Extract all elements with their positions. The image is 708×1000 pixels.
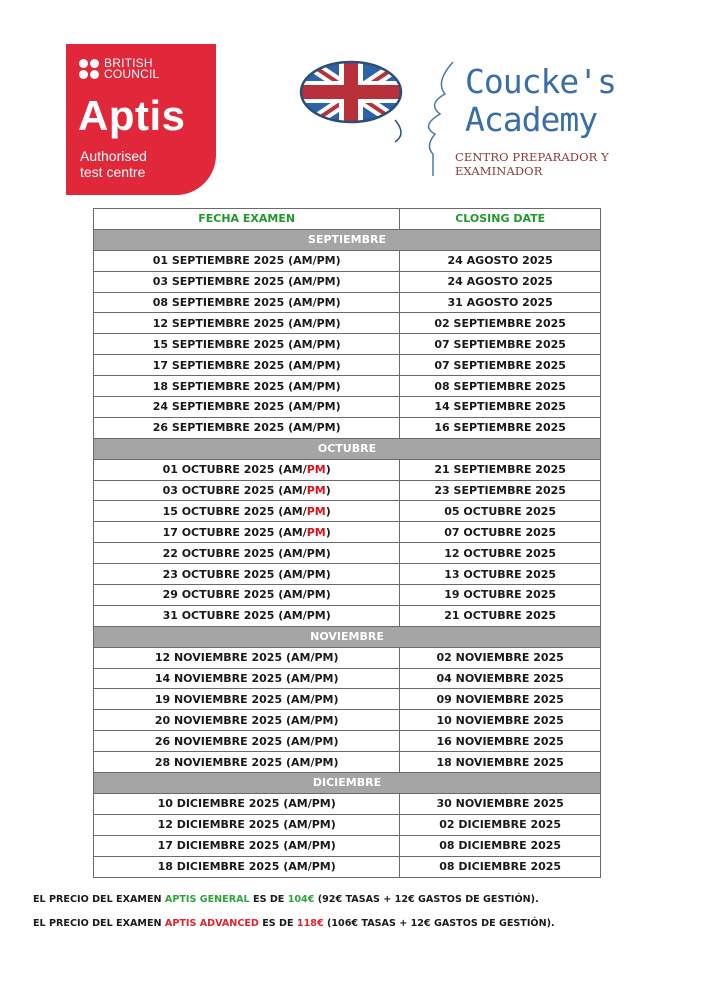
table-header-row — [94, 209, 601, 230]
table-row — [94, 689, 601, 710]
exam-date-cell — [94, 647, 400, 668]
exam-date: 26 NOVIEMBRE 2025 — [154, 734, 283, 748]
closing-date-cell: 24 AGOSTO 2025 — [400, 250, 601, 271]
exam-date-cell — [94, 856, 400, 877]
exam-date-cell — [94, 543, 400, 564]
exam-slot: (AM/PM) — [283, 860, 336, 874]
exam-slot: (AM/PM) — [278, 546, 331, 560]
exam-date: 17 DICIEMBRE 2025 — [157, 839, 280, 853]
price-prefix: EL PRECIO DEL EXAMEN — [33, 918, 165, 929]
exam-date: 19 NOVIEMBRE 2025 — [154, 692, 283, 706]
exam-slot: (AM/PM) — [285, 672, 339, 686]
exam-slot: (AM/PM) — [278, 484, 331, 498]
price-middle: ES DE — [258, 918, 297, 929]
union-jack-speech-bubble-icon — [295, 54, 455, 179]
price-middle: ES DE — [249, 894, 288, 905]
price-amount: 104€ — [287, 894, 315, 905]
column-header-exam-date: FECHA EXAMEN — [94, 209, 400, 230]
table-row — [94, 605, 601, 626]
exam-date: 14 NOVIEMBRE 2025 — [154, 672, 283, 686]
price-amount: 118€ — [296, 918, 324, 929]
exam-slot: (AM/PM) — [278, 567, 331, 581]
exam-date-cell — [94, 585, 400, 606]
exam-slot: (AM/PM) — [278, 588, 331, 602]
exam-date-cell — [94, 250, 400, 271]
table-row — [94, 710, 601, 731]
closing-date-cell: 04 NOVIEMBRE 2025 — [400, 668, 601, 689]
exam-date: 31 OCTUBRE 2025 — [162, 609, 275, 623]
british-council-aptis-logo — [66, 44, 216, 195]
month-section-header — [94, 229, 601, 250]
table-row — [94, 814, 601, 835]
exam-date: 01 SEPTIEMBRE 2025 — [152, 254, 285, 268]
closing-date-cell: 19 OCTUBRE 2025 — [400, 585, 601, 606]
closing-date-cell: 02 DICIEMBRE 2025 — [400, 814, 601, 835]
month-section-header — [94, 438, 601, 459]
table-row — [94, 480, 601, 501]
closing-date-cell: 02 SEPTIEMBRE 2025 — [400, 313, 601, 334]
exam-date-cell — [94, 731, 400, 752]
month-label: NOVIEMBRE — [94, 626, 601, 647]
exam-date: 29 OCTUBRE 2025 — [162, 588, 275, 602]
exam-date: 15 SEPTIEMBRE 2025 — [152, 337, 285, 351]
exam-date-cell — [94, 689, 400, 710]
closing-date-cell: 21 SEPTIEMBRE 2025 — [400, 459, 601, 480]
table-row — [94, 793, 601, 814]
closing-date-cell: 07 OCTUBRE 2025 — [400, 522, 601, 543]
table-row — [94, 397, 601, 418]
exam-slot: (AM/PM) — [288, 400, 341, 414]
exam-date-cell — [94, 605, 400, 626]
bc-caption-line1: Authorised — [80, 148, 147, 164]
price-suffix: (106€ TASAS + 12€ GASTOS DE GESTIÓN). — [323, 918, 555, 929]
exam-date: 01 OCTUBRE 2025 — [162, 463, 275, 477]
exam-slot: (AM/PM) — [288, 379, 341, 393]
academy-name-line1: Coucke's — [465, 62, 616, 101]
exam-date-cell — [94, 814, 400, 835]
exam-slot: (AM/PM) — [278, 525, 331, 539]
exam-date-cell — [94, 292, 400, 313]
closing-date-cell: 02 NOVIEMBRE 2025 — [400, 647, 601, 668]
table-row — [94, 250, 601, 271]
exam-date-cell — [94, 459, 400, 480]
exam-date: 12 NOVIEMBRE 2025 — [154, 651, 283, 665]
exam-date: 08 SEPTIEMBRE 2025 — [152, 296, 285, 309]
table-row — [94, 417, 601, 438]
table-row — [94, 355, 601, 376]
closing-date-cell: 21 OCTUBRE 2025 — [400, 605, 601, 626]
exam-date: 12 SEPTIEMBRE 2025 — [152, 316, 285, 330]
closing-date-cell: 30 NOVIEMBRE 2025 — [400, 793, 601, 814]
table-row — [94, 376, 601, 397]
closing-date-cell: 13 OCTUBRE 2025 — [400, 564, 601, 585]
table-row — [94, 731, 601, 752]
table-row — [94, 271, 601, 292]
table-row — [94, 292, 601, 313]
column-header-closing-date: CLOSING DATE — [400, 209, 601, 230]
exam-slot: (AM/PM) — [288, 421, 341, 435]
exam-slot: (AM/PM) — [285, 651, 339, 665]
exam-slot: (AM/PM) — [288, 296, 341, 309]
pm-slot-highlight: PM — [306, 504, 326, 518]
exam-slot: (AM/PM) — [278, 609, 331, 623]
exam-slot: (AM/PM) — [283, 839, 336, 853]
exam-date: 28 NOVIEMBRE 2025 — [154, 755, 283, 769]
exam-date-cell — [94, 752, 400, 773]
exam-date: 10 DICIEMBRE 2025 — [157, 797, 280, 811]
table-row — [94, 856, 601, 877]
closing-date-cell: 16 SEPTIEMBRE 2025 — [400, 417, 601, 438]
exam-date-cell — [94, 710, 400, 731]
price-product: APTIS ADVANCED — [164, 918, 259, 929]
price-note-advanced — [33, 918, 555, 929]
closing-date-cell: 08 SEPTIEMBRE 2025 — [400, 376, 601, 397]
exam-slot: (AM/PM) — [285, 692, 339, 706]
table-row — [94, 543, 601, 564]
exam-date-cell — [94, 793, 400, 814]
aptis-product-name: Aptis — [78, 92, 186, 139]
table-row — [94, 459, 601, 480]
exam-slot: (AM/PM) — [283, 797, 336, 811]
exam-date: 18 SEPTIEMBRE 2025 — [152, 379, 285, 393]
closing-date-cell: 18 NOVIEMBRE 2025 — [400, 752, 601, 773]
academy-tagline: CENTRO PREPARADOR Y EXAMINADOR — [455, 150, 609, 178]
table-row — [94, 752, 601, 773]
table-row — [94, 334, 601, 355]
price-prefix: EL PRECIO DEL EXAMEN — [33, 894, 165, 905]
exam-slot: (AM/PM) — [285, 713, 339, 727]
exam-date: 12 DICIEMBRE 2025 — [157, 818, 280, 832]
exam-date: 18 DICIEMBRE 2025 — [157, 860, 280, 874]
table-row — [94, 564, 601, 585]
pm-slot-highlight: PM — [306, 484, 326, 498]
pm-slot-highlight: PM — [306, 525, 326, 539]
exam-date: 23 OCTUBRE 2025 — [162, 567, 275, 581]
british-council-dots-icon — [79, 59, 99, 79]
academy-name-line2: Academy — [465, 100, 598, 139]
exam-date-cell — [94, 313, 400, 334]
month-section-header — [94, 773, 601, 794]
couckes-academy-logo — [295, 54, 665, 179]
closing-date-cell: 23 SEPTIEMBRE 2025 — [400, 480, 601, 501]
exam-date-cell — [94, 376, 400, 397]
exam-date: 03 SEPTIEMBRE 2025 — [152, 275, 285, 289]
bc-org-line2: COUNCIL — [104, 67, 160, 81]
exam-slot: (AM/PM) — [288, 254, 341, 268]
closing-date-cell: 08 DICIEMBRE 2025 — [400, 835, 601, 856]
table-row — [94, 501, 601, 522]
closing-date-cell: 24 AGOSTO 2025 — [400, 271, 601, 292]
exam-slot: (AM/PM) — [283, 818, 336, 832]
price-product: APTIS GENERAL — [164, 894, 250, 905]
closing-date-cell: 07 SEPTIEMBRE 2025 — [400, 355, 601, 376]
month-label: SEPTIEMBRE — [94, 229, 601, 250]
exam-slot: (AM/PM) — [278, 463, 331, 477]
exam-slot: (AM/PM) — [288, 275, 341, 289]
exam-slot: (AM/PM) — [288, 316, 341, 330]
exam-date-cell — [94, 835, 400, 856]
closing-date-cell: 05 OCTUBRE 2025 — [400, 501, 601, 522]
exam-slot: (AM/PM) — [285, 755, 339, 769]
table-row — [94, 835, 601, 856]
exam-date-cell — [94, 522, 400, 543]
british-council-wordmark — [79, 58, 159, 80]
closing-date-cell: 07 SEPTIEMBRE 2025 — [400, 334, 601, 355]
exam-date-cell — [94, 355, 400, 376]
table-row — [94, 522, 601, 543]
price-note-general — [33, 894, 539, 905]
pm-slot-highlight: PM — [306, 463, 326, 477]
exam-date: 03 OCTUBRE 2025 — [162, 484, 275, 498]
exam-date: 15 OCTUBRE 2025 — [162, 504, 275, 518]
closing-date-cell: 14 SEPTIEMBRE 2025 — [400, 397, 601, 418]
bc-caption-line2: test centre — [80, 164, 146, 180]
exam-date: 26 SEPTIEMBRE 2025 — [152, 421, 285, 435]
closing-date-cell: 12 OCTUBRE 2025 — [400, 543, 601, 564]
month-section-header — [94, 626, 601, 647]
closing-date-cell: 31 AGOSTO 2025 — [400, 292, 601, 313]
closing-date-cell: 08 DICIEMBRE 2025 — [400, 856, 601, 877]
table-row — [94, 647, 601, 668]
exam-date: 17 OCTUBRE 2025 — [162, 525, 275, 539]
exam-date: 24 SEPTIEMBRE 2025 — [152, 400, 285, 414]
closing-date-cell: 16 NOVIEMBRE 2025 — [400, 731, 601, 752]
table-row — [94, 313, 601, 334]
exam-date-cell — [94, 501, 400, 522]
exam-date-cell — [94, 334, 400, 355]
table-row — [94, 668, 601, 689]
exam-date-cell — [94, 397, 400, 418]
exam-date-cell — [94, 564, 400, 585]
exam-slot: (AM/PM) — [278, 504, 331, 518]
exam-date-cell — [94, 668, 400, 689]
month-label: DICIEMBRE — [94, 773, 601, 794]
month-label: OCTUBRE — [94, 438, 601, 459]
exam-date: 17 SEPTIEMBRE 2025 — [152, 358, 285, 372]
exam-slot: (AM/PM) — [288, 337, 341, 351]
exam-slot: (AM/PM) — [288, 358, 341, 372]
exam-date: 20 NOVIEMBRE 2025 — [154, 713, 283, 727]
bc-org-line1: BRITISH — [104, 56, 153, 70]
table-row — [94, 585, 601, 606]
price-suffix: (92€ TASAS + 12€ GASTOS DE GESTIÓN). — [314, 894, 539, 905]
closing-date-cell: 10 NOVIEMBRE 2025 — [400, 710, 601, 731]
exam-schedule-table — [93, 208, 601, 878]
exam-date-cell — [94, 480, 400, 501]
exam-date-cell — [94, 271, 400, 292]
closing-date-cell: 09 NOVIEMBRE 2025 — [400, 689, 601, 710]
exam-date-cell — [94, 417, 400, 438]
exam-date: 22 OCTUBRE 2025 — [162, 546, 275, 560]
exam-slot: (AM/PM) — [285, 734, 339, 748]
